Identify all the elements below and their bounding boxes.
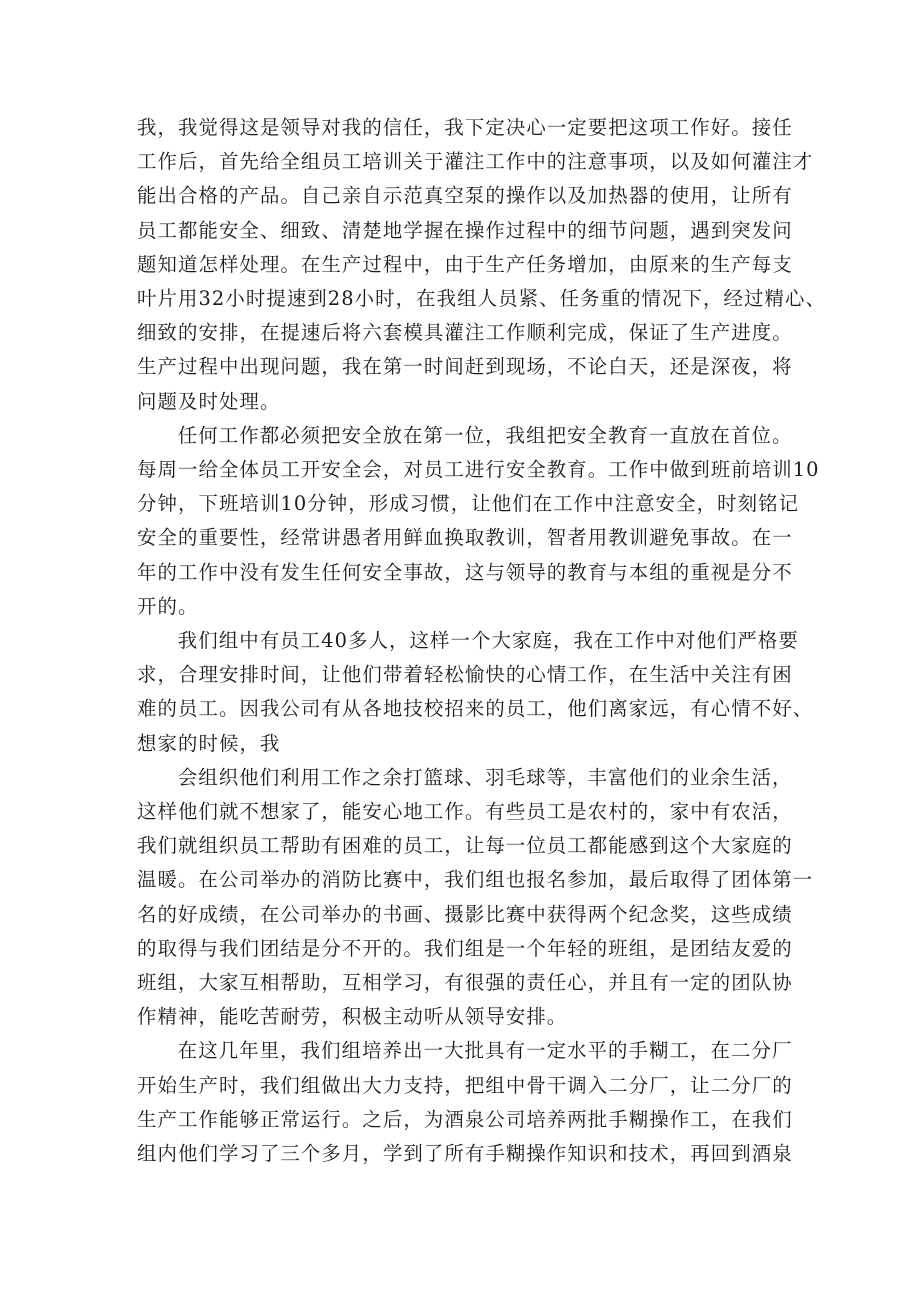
paragraph-4: [137, 761, 814, 1035]
text-line: 每周一给全体员工开安全会，对员工进行安全教育。工作中做到班前培训10: [137, 458, 820, 482]
text-line: 年的工作中没有发生任何安全事故，这与领导的教育与本组的重视是分不: [137, 560, 793, 584]
text-line: 开始生产时，我们组做出大力支持，把组中骨干调入二分厂，让二分厂的: [137, 1073, 793, 1097]
text-line: 生产过程中出现问题，我在第一时间赶到现场，不论白天，还是深夜，将: [137, 355, 793, 379]
text-line: 作精神，能吃苦耐劳，积极主动听从领导安排。: [137, 1005, 568, 1029]
paragraph-3: [137, 624, 814, 761]
text-line: 任何工作都必须把安全放在第一位，我组把安全教育一直放在首位。: [177, 423, 793, 447]
text-line: 安全的重要性，经常讲愚者用鲜血换取教训，智者用教训避免事故。在一: [137, 526, 793, 550]
text-line: 开的。: [137, 594, 199, 618]
paragraph-5: [137, 1034, 793, 1171]
text-line: 能出合格的产品。自己亲自示范真空泵的操作以及加热器的使用，让所有: [137, 184, 793, 208]
text-line: 我们就组织员工帮助有困难的员工，让每一位员工都能感到这个大家庭的: [137, 834, 793, 858]
text-line: 这样他们就不想家了，能安心地工作。有些员工是农村的，家中有农活，: [137, 800, 793, 824]
document-page: [137, 111, 826, 1171]
text-line: 想家的时候，我: [137, 731, 281, 755]
text-line: 难的员工。因我公司有从各地技校招来的员工，他们离家远，有心情不好、: [137, 697, 814, 721]
text-line: 我们组中有员工40多人，这样一个大家庭，我在工作中对他们严格要: [177, 629, 799, 653]
text-line: 问题及时处理。: [137, 389, 281, 413]
text-line: 题知道怎样处理。在生产过程中，由于生产任务增加，由原来的生产每支: [137, 252, 793, 276]
text-line: 求，合理安排时间，让他们带着轻松愉快的心情工作，在生活中关注有困: [137, 663, 793, 687]
text-line: 我，我觉得这是领导对我的信任，我下定决心一定要把这项工作好。接任: [137, 116, 793, 139]
text-line: 员工都能安全、细致、清楚地学握在操作过程中的细节问题，遇到突发问: [137, 218, 793, 242]
text-line: 组内他们学习了三个多月，学到了所有手糊操作知识和技术，再回到酒泉: [137, 1142, 793, 1166]
paragraph-2: [137, 419, 820, 624]
paragraph-1: [137, 111, 826, 419]
text-line: 细致的安排，在提速后将六套模具灌注工作顺利完成，保证了生产进度。: [137, 321, 793, 345]
text-line: 叶片用32小时提速到28小时，在我组人员紧、任务重的情况下，经过精心、: [137, 287, 826, 311]
text-line: 在这几年里，我们组培养出一大批具有一定水平的手糊工，在二分厂: [177, 1039, 793, 1063]
text-line: 生产工作能够正常运行。之后，为酒泉公司培养两批手糊操作工，在我们: [137, 1107, 793, 1131]
text-line: 名的好成绩，在公司举办的书画、摄影比赛中获得两个纪念奖，这些成绩: [137, 902, 793, 926]
text-line: 会组织他们利用工作之余打篮球、羽毛球等，丰富他们的业余生活，: [177, 765, 793, 789]
text-line: 工作后，首先给全组员工培训关于灌注工作中的注意事项，以及如何灌注才: [137, 150, 814, 174]
text-line: 分钟，下班培训10分钟，形成习惯，让他们在工作中注意安全，时刻铭记: [137, 492, 800, 516]
text-line: 班组，大家互相帮助，互相学习，有很强的责任心，并且有一定的团队协: [137, 971, 793, 995]
text-line: 的取得与我们团结是分不开的。我们组是一个年轻的班组，是团结友爱的: [137, 936, 793, 960]
text-line: 温暖。在公司举办的消防比赛中，我们组也报名参加，最后取得了团体第一: [137, 868, 814, 892]
